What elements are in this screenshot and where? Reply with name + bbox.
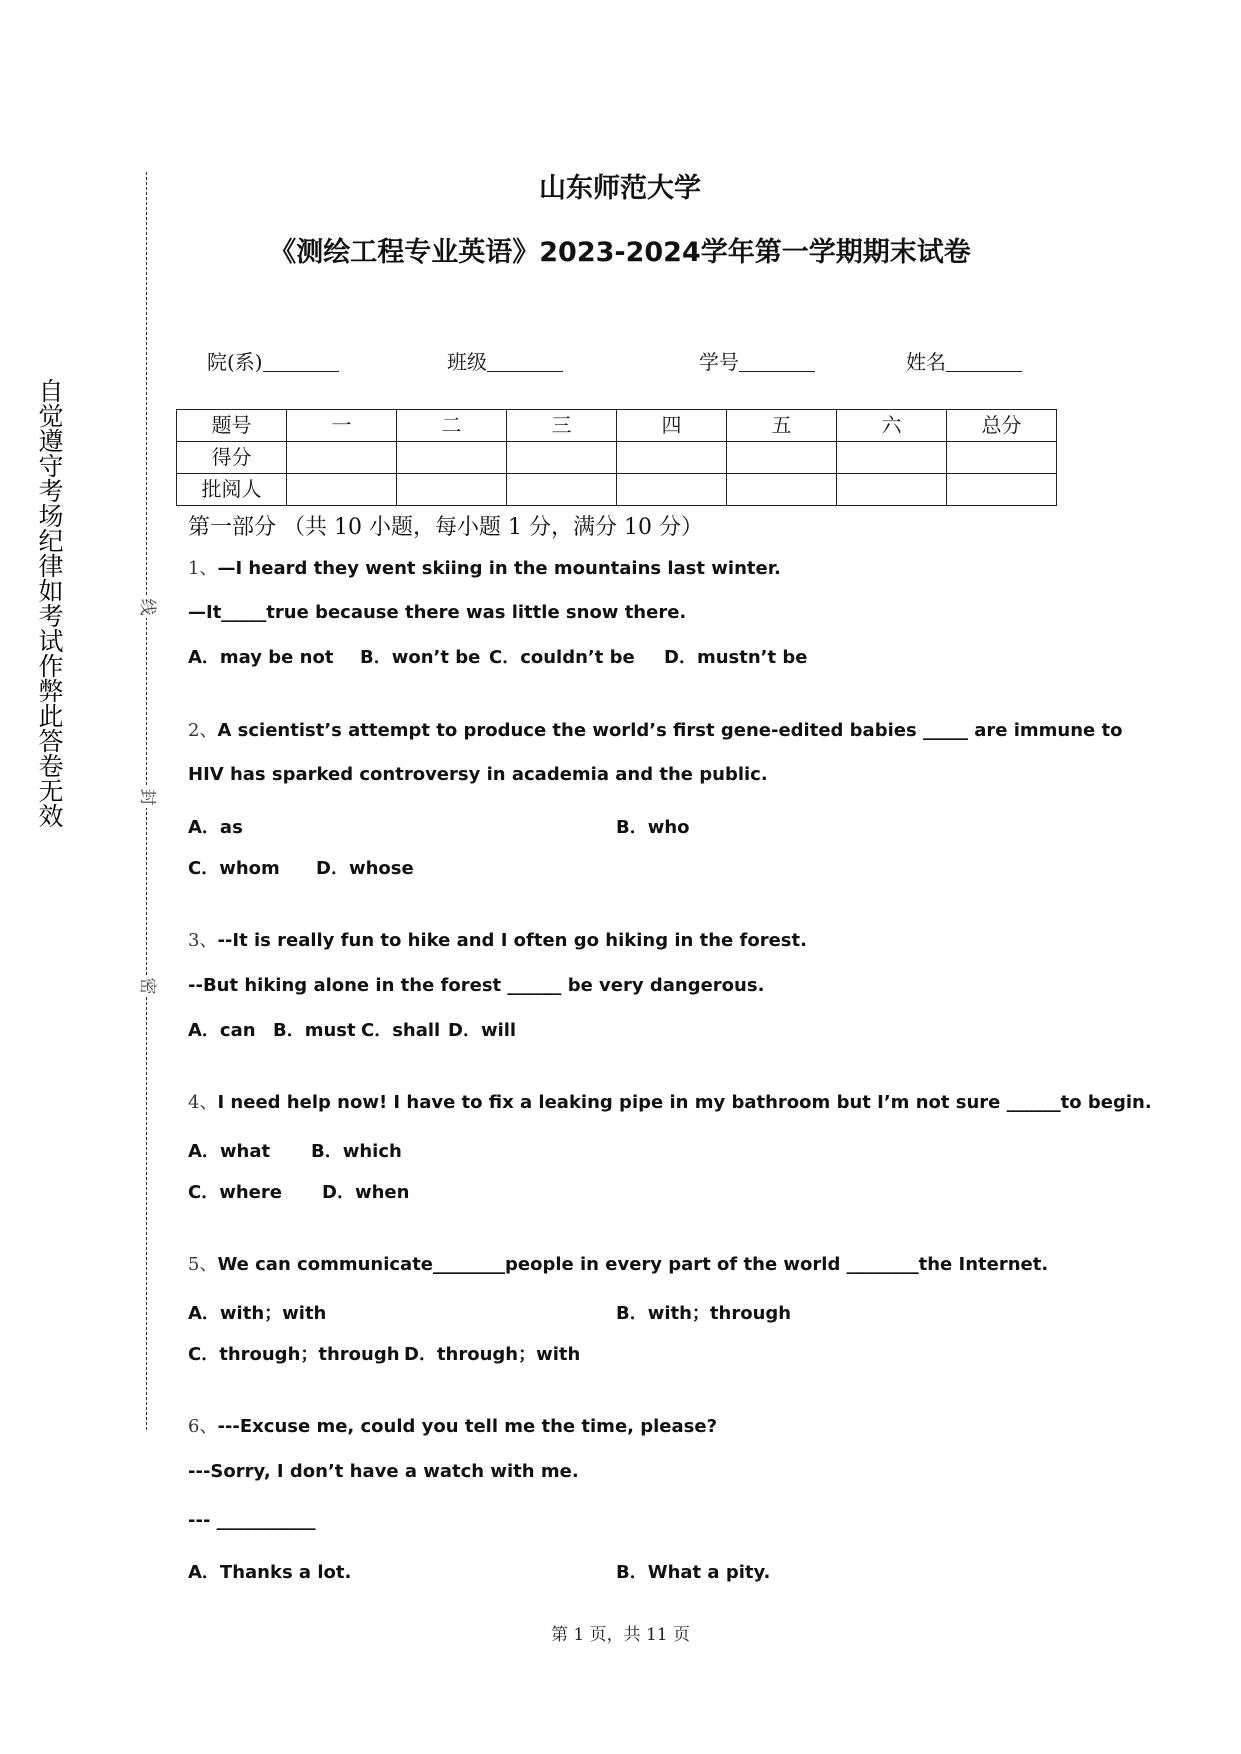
dept-label: 院(系) [207,350,263,374]
exam-title: 《测绘工程专业英语》2023-2024学年第一学期期末试卷 [269,237,971,268]
class-field [447,346,563,375]
score-cell[interactable] [507,442,617,474]
student-id-label: 学号 [699,350,739,374]
option-b[interactable]: B．which [311,1141,402,1162]
score-table-header-row [177,410,1057,442]
student-id-blank[interactable] [739,351,815,372]
option-a[interactable]: A．what [188,1141,271,1162]
seal-mark-seal: 封 [136,786,158,808]
table-cell: 四 [617,410,727,442]
question-text: We can communicate________people in every part of the world ________the Internet. [217,1254,1049,1275]
question-1-line2: —It_____true because there was little snow there. [188,602,687,623]
binding-notice: 自觉遵守考场纪律如考试作弊此答卷无效 [35,378,64,828]
option-b[interactable]: B．What a pity. [616,1562,771,1583]
question-number: 6、 [188,1416,218,1437]
option-a[interactable]: A．may be not [188,647,334,668]
question-number: 2、 [188,720,218,741]
option-c[interactable]: C．through；through [188,1344,400,1365]
question-number: 1、 [188,558,218,579]
question-text: --It is really fun to hike and I often go hiking in the forest. [217,930,807,951]
dept-blank[interactable] [263,351,339,372]
table-cell: 题号 [177,410,287,442]
name-field [906,346,1022,375]
option-c[interactable]: C．shall [361,1020,441,1041]
table-cell: 二 [397,410,507,442]
page-footer: 第 1 页，共 11 页 [550,1625,691,1645]
question-2 [188,716,1122,742]
question-6-line2: ---Sorry, I don’t have a watch with me. [188,1461,579,1482]
option-d[interactable]: D．whose [316,858,414,879]
grader-cell[interactable] [947,474,1057,506]
score-cell[interactable] [617,442,727,474]
question-3-line2: --But hiking alone in the forest ______ be very dangerous. [188,975,765,996]
university-title: 山东师范大学 [539,173,701,204]
table-cell: 总分 [947,410,1057,442]
name-label: 姓名 [906,350,946,374]
option-c[interactable]: C．couldn’t be [489,647,635,668]
question-text: ---Excuse me, could you tell me the time, please? [217,1416,718,1437]
question-6 [188,1412,717,1438]
question-text: A scientist’s attempt to produce the world’s first gene-edited babies _____ are immune to [217,720,1123,741]
student-id-field [699,346,815,375]
option-b[interactable]: B．who [616,817,690,838]
seal-mark-line: 线 [136,596,158,618]
score-cell[interactable] [397,442,507,474]
grader-cell[interactable] [837,474,947,506]
option-b[interactable]: B．with；through [616,1303,792,1324]
question-number: 5、 [188,1254,218,1275]
option-d[interactable]: D．mustn’t be [664,647,808,668]
score-table [176,409,1057,506]
class-blank[interactable] [487,351,563,372]
score-table-grader-row [177,474,1057,506]
option-a[interactable]: A．as [188,817,243,838]
question-4 [188,1088,1152,1114]
question-3 [188,926,807,952]
option-d[interactable]: D．will [448,1020,517,1041]
question-text: —I heard they went skiing in the mountains last winter. [217,558,781,579]
option-d[interactable]: D．through；with [404,1344,581,1365]
grader-cell[interactable] [727,474,837,506]
option-d[interactable]: D．when [322,1182,410,1203]
grader-cell[interactable] [287,474,397,506]
table-cell: 五 [727,410,837,442]
table-cell: 得分 [177,442,287,474]
question-number: 4、 [188,1092,218,1113]
table-cell: 批阅人 [177,474,287,506]
question-2-line2: HIV has sparked controversy in academia and the public. [188,764,768,785]
table-cell: 一 [287,410,397,442]
dept-field [207,346,339,375]
score-cell[interactable] [837,442,947,474]
option-a[interactable]: A．can [188,1020,256,1041]
score-cell[interactable] [727,442,837,474]
option-b[interactable]: B．won’t be [360,647,481,668]
option-a[interactable]: A．with；with [188,1303,327,1324]
name-blank[interactable] [946,351,1022,372]
score-table-score-row [177,442,1057,474]
question-5 [188,1250,1048,1276]
question-text: I need help now! I have to fix a leaking pipe in my bathroom but I’m not sure ______to begin. [217,1092,1152,1113]
option-c[interactable]: C．where [188,1182,282,1203]
grader-cell[interactable] [507,474,617,506]
question-6-line3: --- ___________ [188,1510,316,1531]
question-number: 3、 [188,930,218,951]
option-c[interactable]: C．whom [188,858,280,879]
grader-cell[interactable] [397,474,507,506]
score-cell[interactable] [947,442,1057,474]
grader-cell[interactable] [617,474,727,506]
class-label: 班级 [447,350,487,374]
option-b[interactable]: B．must [273,1020,356,1041]
seal-mark-secret: 密 [136,975,158,997]
option-a[interactable]: A．Thanks a lot. [188,1562,352,1583]
section-title: 第一部分 （共 10 小题，每小题 1 分，满分 10 分） [188,515,703,540]
table-cell: 六 [837,410,947,442]
question-1 [188,554,781,580]
table-cell: 三 [507,410,617,442]
score-cell[interactable] [287,442,397,474]
